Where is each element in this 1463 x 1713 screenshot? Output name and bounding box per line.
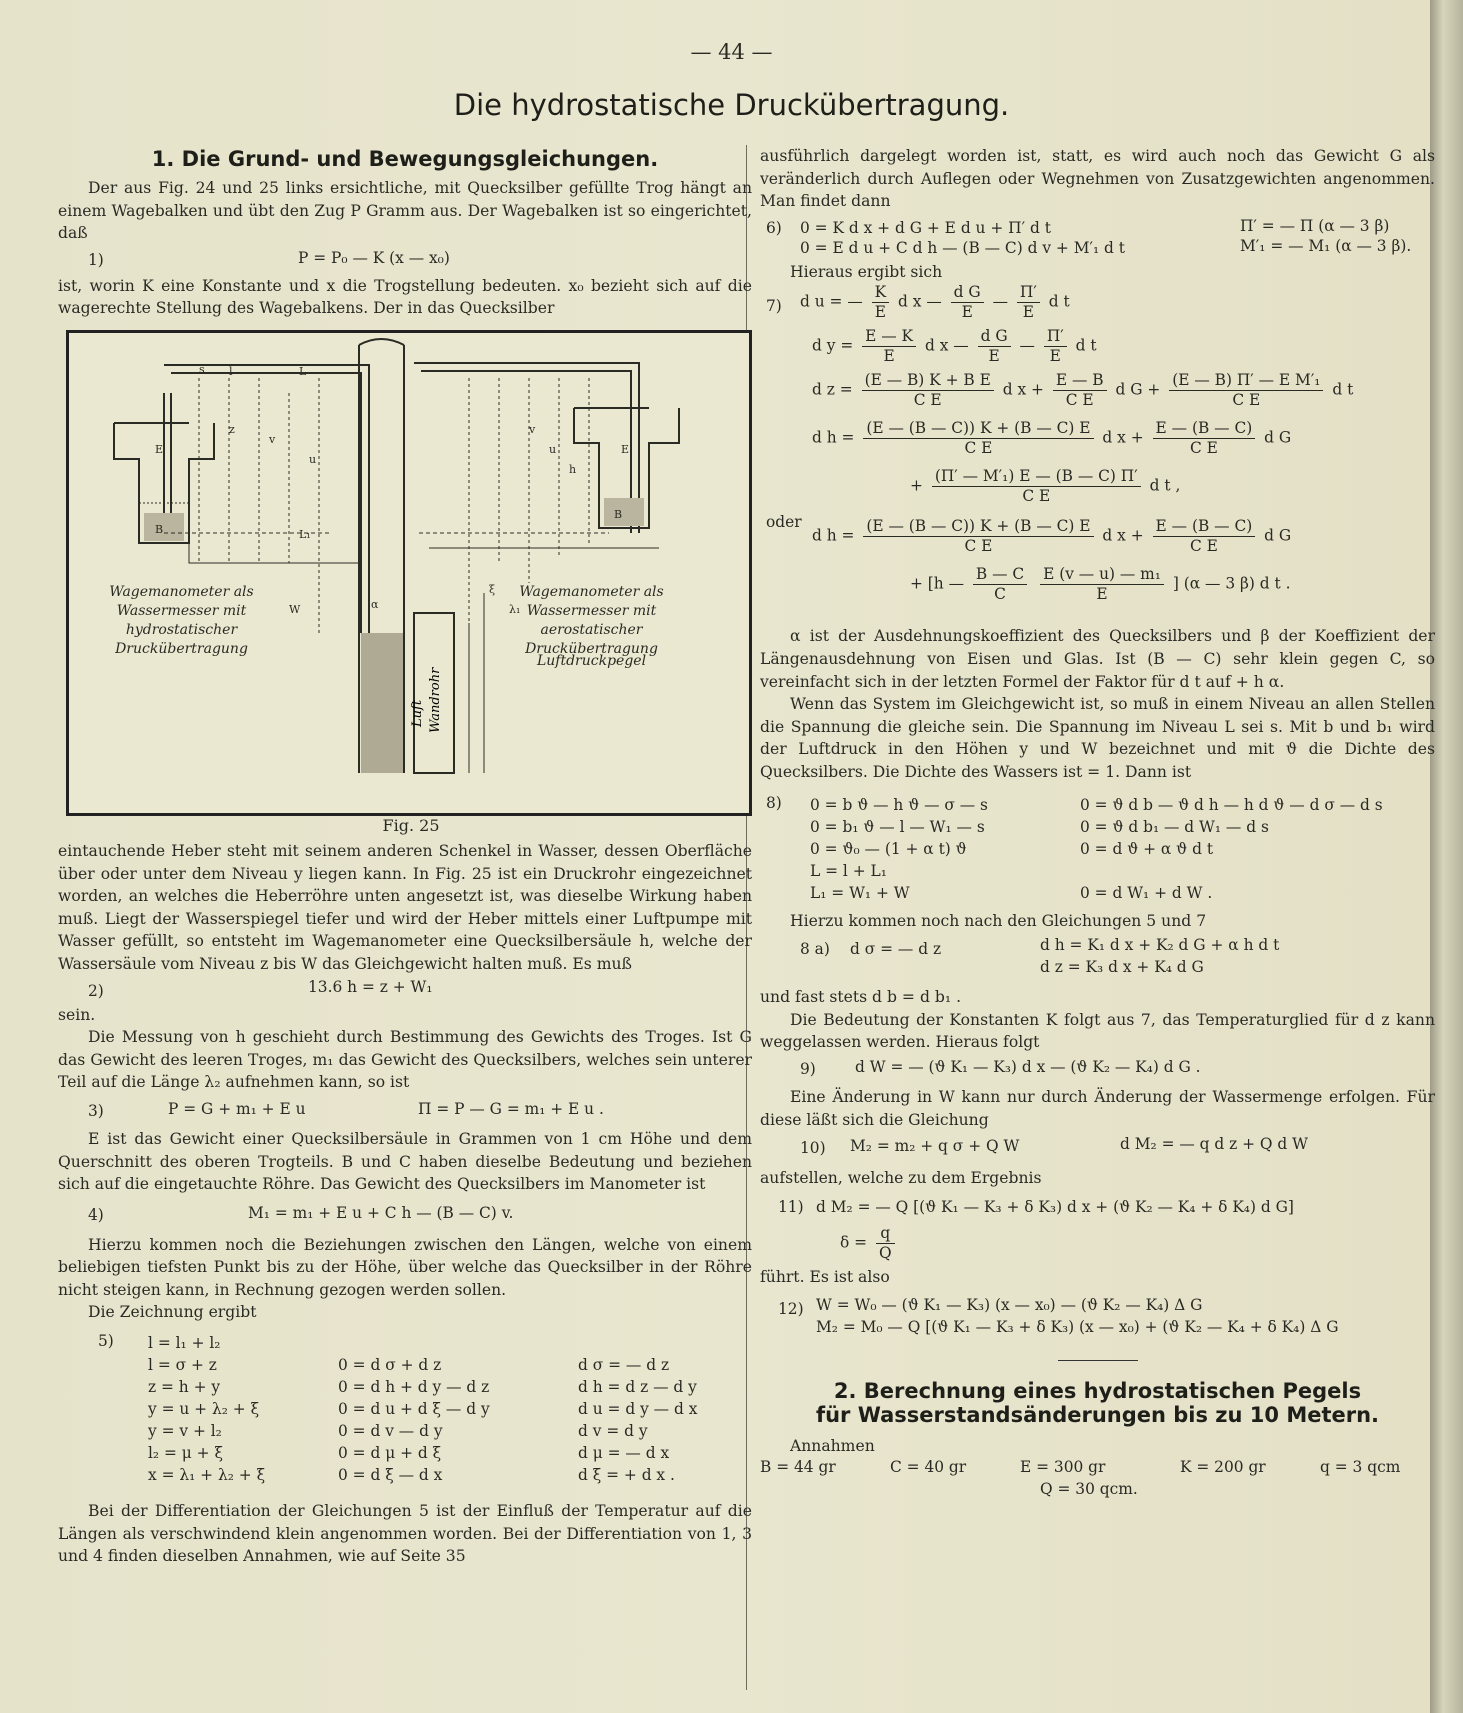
equation-line: 0 = ϑ₀ — (1 + α t) ϑ — [810, 839, 967, 858]
equation-line: l₂ = μ + ξ — [148, 1444, 223, 1463]
svg-text:E: E — [621, 442, 630, 456]
equation-line: 0 = ϑ d b — ϑ d h — h d ϑ — d σ — d s — [1080, 795, 1383, 814]
eq8-column-2 — [1080, 794, 1383, 904]
eq8-column-1 — [810, 794, 988, 904]
equation-line: d u = d y — d x — [578, 1400, 698, 1419]
svg-text:L₁: L₁ — [299, 527, 311, 541]
equation-line: d μ = — d x — [578, 1444, 670, 1463]
paragraph: Die Messung von h geschieht durch Bestimmung des Gewichts des Troges. Ist G das Gewicht des leeren Troges, m₁ das Gewicht des Quecksilbers, welches sein unterer Teil auf die Länge λ₂ aufnehmen kann, so ist — [58, 1028, 752, 1092]
equation-line: 0 = b₁ ϑ — l — W₁ — s — [810, 817, 985, 836]
equation-line: 0 = ϑ d b₁ — d W₁ — d s — [1080, 817, 1269, 836]
equation-line: d v = d y — [578, 1422, 648, 1441]
assumed-values: B = 44 gr C = 40 gr E = 300 gr K = 200 gr q = 3 qcm — [760, 1457, 1401, 1476]
page-title: Die hydrostatische Druckübertragung. — [453, 88, 1010, 122]
svg-text:E: E — [155, 442, 164, 456]
equation-7-dh-cont: + $\frac{\text{(Π′ — M′₁) E — (B — C) Π′}}{\text{C E}}$ d t , — [910, 467, 1181, 506]
section-heading-1: 1. Die Grund- und Bewegungsgleichungen. — [151, 147, 659, 171]
svg-text:ξ: ξ — [489, 582, 496, 596]
equation-1: 1) P = P₀ — K (x — x₀) — [88, 248, 450, 269]
svg-text:α: α — [371, 597, 379, 611]
equation-line: y = u + λ₂ + ξ — [148, 1400, 260, 1419]
equation-line: 0 = d W₁ + d W . — [1080, 883, 1213, 902]
paragraph: Die Bedeutung der Konstanten K folgt aus 7, das Temperaturglied für d z kann weggelassen werden. Hieraus folgt — [760, 1010, 1435, 1052]
equation-line: 0 = d μ + d ξ — [338, 1444, 442, 1463]
equation-line: x = λ₁ + λ₂ + ξ — [148, 1466, 266, 1485]
equation-7-bracket: + [h — $\frac{B — C}{C}$ $\frac{\text{E (v — u) — m₁}}{E}$ ] (α — 3 β) d t . — [910, 565, 1291, 604]
figure-frame — [66, 330, 752, 816]
equation-line: 0 = d σ + d z — [338, 1356, 442, 1375]
equation-10: 10) M₂ = m₂ + q σ + Q W d M₂ = — q d z + Q d W — [800, 1135, 1308, 1158]
svg-text:u: u — [549, 442, 557, 456]
equation-5: 5) l = l₁ + l₂ l = σ + z z = h + y y = u + λ₂ + ξ y = v + l₂ l₂ = μ + ξ x = λ₁ + λ₂ + ξ 0 = d σ + d z 0 = d h + d y — d z 0 = d u + d ξ — d y 0 = d v — d y 0 = d μ + d ξ 0 = d ξ — d x d σ = — d z d h = d z — d y d u = d y — d x d v = d y d μ = — d x d ξ = + d x . — [98, 1332, 698, 1485]
figure-25 — [66, 330, 756, 840]
equation-3: 3) P = G + m₁ + E u Π = P — G = m₁ + E u . — [88, 1099, 604, 1120]
right-column — [760, 145, 1435, 1502]
paragraph: Wenn das System im Gleichgewicht ist, so muß in einem Niveau an allen Stellen die Spannung die gleiche sein. Die Spannung im Niveau L sei s. Mit b und b₁ wird der Luftdruck in den Höhen y und W bezeichnet und mit ϑ die Dichte des Quecksilbers. Die Dichte des Wassers ist = 1. Dann ist — [760, 695, 1435, 781]
paragraph: ausführlich dargelegt worden ist, statt, es wird auch noch das Gewicht G als veränderlich durch Auflegen oder Wegnehmen von Zusatzgewichten angenommen. Man findet dann — [760, 147, 1435, 211]
equation-line: 0 = b ϑ — h ϑ — σ — s — [810, 795, 988, 814]
svg-text:v: v — [269, 432, 276, 446]
equation-line — [338, 1332, 490, 1354]
section-rule — [1058, 1360, 1138, 1361]
equation-line: 0 = d ϑ + α ϑ d t — [1080, 839, 1214, 858]
svg-text:B: B — [614, 507, 623, 521]
luft-label: Luft — [410, 699, 425, 727]
eq5-column-2 — [338, 1332, 490, 1486]
equation-7-dz: d z = $\frac{\text{(E — B) K + B E}}{\text{C E}}$ d x + $\frac{E — B}{\text{C E}}$ d G + $\frac{\text{(E — B) Π′ — E M′₁}}{\text{C E}}$ d t — [812, 371, 1354, 410]
left-column — [58, 145, 752, 1568]
paragraph: α ist der Ausdehnungskoeffizient des Quecksilbers und β der Koeffizient der Längenausdehnung von Eisen und Glas. Ist (B — C) sehr klein gegen C, so vereinfacht sich in der letzten Formel der Faktor für d t auf + h α. — [760, 627, 1435, 691]
equation-line: 0 = d h + d y — d z — [338, 1378, 490, 1397]
equation-7-du: 7) d u = — $\frac{K}{E}$ d x — $\frac{\text{d G}}{E}$ — $\frac{\Pi'}{E}$ d t — [766, 283, 1070, 322]
equation-7-dh: d h = $\frac{(E — (B — C)) K + (B — C) E}{\text{C E}}$ d x + $\frac{E — (B — C)}{\text{C E}}$ d G — [812, 419, 1292, 458]
equation-line: d σ = — d z — [578, 1356, 670, 1375]
equation-line: 0 = d u + d ξ — d y — [338, 1400, 490, 1419]
equation-11: 11) d M₂ = — Q [(ϑ K₁ — K₃ + δ K₃) d x + (ϑ K₂ — K₄ + δ K₄) d G] — [778, 1197, 1294, 1216]
paragraph: Bei der Differentiation der Gleichungen 5 ist der Einfluß der Temperatur auf die Längen als verschwindend klein angenommen worden. Bei der Differentiation von 1, 3 und 4 finden dieselben Annahmen, wie auf Seite 35 — [58, 1502, 752, 1566]
svg-text:λ₁: λ₁ — [509, 602, 521, 616]
paragraph: Der aus Fig. 24 und 25 links ersichtliche, mit Quecksilber gefüllte Trog hängt an einem Wagebalken und übt den Zug P Gramm aus. Der Wagebalken ist so eingerichtet, daß — [58, 179, 752, 243]
figure-label-pegel: Luftdruckpegel — [536, 652, 647, 669]
equation-11-delta: δ = $\frac{q}{Q}$ — [760, 1224, 1435, 1266]
paragraph: Hierzu kommen noch nach den Gleichungen 5 und 7 — [790, 911, 1207, 930]
paragraph: aufstellen, welche zu dem Ergebnis — [760, 1169, 1042, 1188]
paragraph: Hierzu kommen noch die Beziehungen zwischen den Längen, welche von einem beliebigen tiefsten Punkt bis zu der Höhe, über welche das Quecksilber in der Röhre nicht steigen kann, in Rechnung gezogen werden sollen. — [58, 1235, 752, 1299]
equation-line: d h = d z — d y — [578, 1378, 697, 1397]
paragraph: Eine Änderung in W kann nur durch Änderung der Wassermenge erfolgen. Für diese läßt sich die Gleichung — [760, 1087, 1435, 1129]
paragraph: ist, worin K eine Konstante und x die Trogstellung bedeuten. x₀ bezieht sich auf die wagerechte Stellung des Wagebalkens. Der in das Quecksilber — [58, 276, 752, 318]
equation-line: 0 = d ξ — d x — [338, 1466, 443, 1485]
equation-9: 9) d W = — (ϑ K₁ — K₃) d x — (ϑ K₂ — K₄) d G . — [800, 1057, 1201, 1078]
section-heading-2b: für Wasserstandsänderungen bis zu 10 Metern. — [815, 1403, 1380, 1428]
equation-line: L₁ = W₁ + W — [810, 883, 910, 902]
paragraph: eintauchende Heber steht mit seinem anderen Schenkel in Wasser, dessen Oberfläche über oder unter dem Niveau y liegen kann. In Fig. 25 ist ein Druckrohr eingezeichnet worden, an welches die Heberröhre unten angesetzt ist, was dieselbe Wirkung haben muß. Liegt der Wasserspiegel tiefer und wird der Heber mittels einer Luftpumpe mit Wasser gefüllt, so entsteht im Wagemanometer eine Quecksilbersäule h, welche der Wassersäule vom Niveau z bis W das Gleichgewicht halten muß. Es muß — [58, 841, 752, 973]
svg-text:L: L — [299, 364, 307, 378]
equation-line: y = v + l₂ — [148, 1422, 222, 1441]
paragraph: Annahmen — [790, 1437, 875, 1456]
paragraph: Hieraus ergibt sich — [790, 262, 943, 281]
equation-line: d ξ = + d x . — [578, 1466, 675, 1485]
figure-label-right: Wagemanometer als Wassermesser mit aerostatischer Druckübertragung — [519, 583, 664, 657]
svg-text:W: W — [289, 602, 301, 616]
page-number: — 44 — — [690, 40, 773, 64]
paragraph: und fast stets d b = d b₁ . — [760, 988, 962, 1007]
equation-4: 4) M₁ = m₁ + E u + C h — (B — C) v. — [88, 1203, 514, 1224]
equation-12: 12) W = W₀ — (ϑ K₁ — K₃) (x — x₀) — (ϑ K₂ — K₄) Δ G M₂ = M₀ — Q [(ϑ K₁ — K₃ + δ K₃) (x — x₀) + (ϑ K₂ — K₄ + δ K₄) Δ G — [778, 1296, 1339, 1337]
paragraph: E ist das Gewicht einer Quecksilbersäule in Grammen von 1 cm Höhe und dem Querschnitt des oberen Trogteils. B und C haben dieselbe Bedeutung und beziehen sich auf die eingetauchte Röhre. Das Gewicht des Quecksilbers im Manometer ist — [58, 1129, 752, 1194]
equation-line: L = l + L₁ — [810, 861, 887, 880]
assumed-Q: Q = 30 qcm. — [1040, 1479, 1138, 1498]
figure-caption: Fig. 25 — [382, 815, 440, 835]
equation-line: l = σ + z — [148, 1356, 217, 1375]
paragraph: sein. — [58, 1005, 96, 1024]
svg-text:z: z — [229, 422, 235, 436]
section-heading-2: 2. Berechnung eines hydrostatischen Pegels — [833, 1379, 1362, 1404]
svg-text:B: B — [155, 522, 164, 536]
svg-text:s: s — [199, 362, 205, 376]
equation-line: z = h + y — [148, 1378, 221, 1397]
equation-2: 2) 13.6 h = z + W₁ — [88, 977, 433, 1000]
equation-line: 0 = d v — d y — [338, 1422, 443, 1441]
equation-8a: 8 a) d σ = — d z d h = K₁ d x + K₂ d G + α h d t d z = K₃ d x + K₄ d G — [800, 936, 1280, 977]
equation-7-oder: oder d h = $\frac{(E — (B — C)) K + (B — C) E}{\text{C E}}$ d x + $\frac{E — (B — C)}{\text{C E}}$ d G — [766, 513, 1292, 556]
equation-line: l = l₁ + l₂ — [148, 1334, 221, 1353]
paragraph: führt. Es ist also — [760, 1267, 890, 1286]
svg-text:v: v — [529, 422, 536, 436]
svg-text:h: h — [569, 462, 577, 476]
svg-text:u: u — [309, 452, 317, 466]
svg-text:l: l — [229, 364, 233, 378]
equation-line — [578, 1332, 697, 1354]
equation-8: 8) 0 = b ϑ — h ϑ — σ — s 0 = b₁ ϑ — l — W₁ — s 0 = ϑ₀ — (1 + α t) ϑ L = l + L₁ L₁ = W₁ + W 0 = ϑ d b — ϑ d h — h d ϑ — d σ — d s 0 = ϑ d b₁ — d W₁ — d s 0 = d ϑ + α ϑ d t 0 = d W₁ + d W . — [766, 793, 1383, 902]
figure-label-left: Wagemanometer als Wassermesser mit hydrostatischer Druckübertragung — [109, 583, 254, 657]
equation-6: 6) 0 = K d x + d G + E d u + Π′ d t 0 = E d u + C d h — (B — C) d v + M′₁ d t Π′ = — Π (α — 3 β) M′₁ = — M₁ (α — 3 β). — [766, 216, 1412, 257]
eq5-column-3 — [578, 1332, 697, 1486]
paragraph: Die Zeichnung ergibt — [88, 1303, 257, 1322]
wandrohr-label: Wandrohr — [428, 667, 443, 733]
equation-line — [1080, 860, 1383, 882]
manometer-diagram — [69, 333, 749, 813]
eq5-column-1 — [148, 1332, 265, 1486]
equation-7-dy: d y = $\frac{E — K}{E}$ d x — $\frac{\text{d G}}{E}$ — $\frac{\Pi'}{E}$ d t — [812, 327, 1097, 366]
